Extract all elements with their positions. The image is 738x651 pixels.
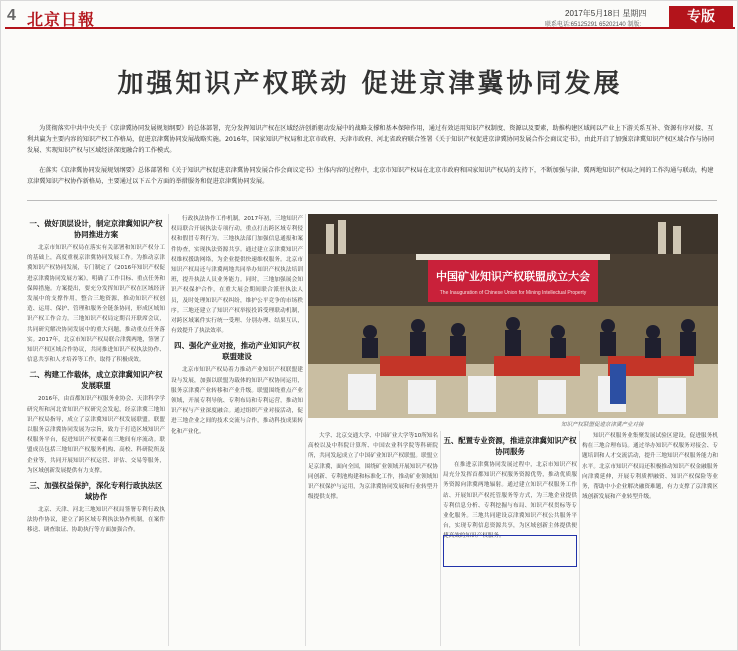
page-number: 4 (7, 7, 16, 24)
edition-badge (669, 6, 733, 28)
issue-date: 2017年5月18日 星期四 (565, 9, 647, 18)
edition-label: 专版 (687, 9, 715, 25)
contact-line: 联系电话:65125291 65202140 制版: (545, 22, 642, 28)
banner-subtitle: The Inauguration of Chinese Union for Mining Intellectual Property (439, 290, 587, 296)
conference-photo-illustration (308, 214, 718, 418)
photo-caption: 知识产权联盟促进京津冀产业对接 (561, 422, 644, 428)
column-divider (305, 214, 306, 646)
column-2 (171, 214, 303, 646)
section-5-body: 在推进京津冀协同发展过程中，北京市知识产权局充分发挥首都知识产权服务资源优势，推动优质服务资源向津冀两地辐射。通过建立知识产权服务工作站、开展知识产权托管服务等方式，为三地企业提供专利信息分析、专利挖掘与布局、知识产权贯标等专业化服务。三地共同建设京津冀知识产权公共服务平台，实现专利信息资源共享，为区域创新主体提供便捷高效的知识产权服务。 (443, 462, 577, 540)
section-4-title: 四、强化产业对接，推动产业知识产权联盟建设 (174, 341, 300, 362)
conference-photo (308, 214, 718, 418)
masthead (5, 5, 735, 29)
lead-paragraph-2: 在落实《京津冀协同发展规划纲要》总体部署和《关于知识产权促进京津冀协同发展合作会商议定书》主体内容的过程中，北京市知识产权局在北京市政府和国家知识产权局的支持下，不断加强与津、冀两地知识产权局之间的工作沟通与联动，构建京津冀知识产权协作新格局，主要通过以下五个方面的举措服务和促进京津冀协同发展。 (27, 167, 714, 185)
column-5 (582, 431, 718, 646)
column-divider (168, 214, 169, 646)
lead-paragraph-1: 为贯彻落实中共中央关于《京津冀协同发展规划纲要》的总体部署，充分发挥知识产权在区域经济创新驱动发展中的战略支撑和基本保障作用，通过有效运用知识产权制度、资源以及要素，助推构建区域间以产业上下游关系互补、资源有序对接、互利共赢为主要内容的知识产权工作格局，促进京津冀协同发展战略实施。2016年，国家知识产权局和北京市政府、天津市政府、河北省政府联合签署《关于知识产权促进京津冀协同发展合作会商议定书》，由此开启了加强京津冀知识产权区域合作与协同发展、实现知识产权与区域经济深度融合的工作模式。 (27, 125, 715, 154)
divider (27, 200, 717, 201)
page-headline: 加强知识产权联动 促进京津冀协同发展 (117, 69, 623, 99)
column-divider (440, 431, 441, 646)
column-2-body: 行政执法协作工作机制，2017年初，三地知识产权局联合开展执法专项行动，重点打击跨区域专利侵权和假冒专利行为。三地执法部门加强信息通报和案件协查，实现执法资源共享。通过建立京津冀知识产权维权援助网络，为企业提供快速维权服务。北京市知识产权局还与津冀两地共同举办知识产权执法培训班，提升执法人员业务能力。同时，三地加强展会知识产权保护合作，在重大展会期间联合派驻执法人员，及时处理知识产权纠纷，维护公平竞争的市场秩序。三地还建立了知识产权举报投诉受理联动机制，对跨区域案件实行统一受理、分别办理、结果互认，有效提升了执法效率。 (171, 216, 303, 335)
section-3-body: 北京、天津、河北三地知识产权局签署专利行政执法协作协议，建立了跨区域专利执法协作机制，在案件移送、调查取证、协助执行等方面加强合作。 (27, 507, 165, 534)
section-1-title: 一、做好顶层设计，制定京津冀知识产权协同推进方案 (29, 219, 163, 239)
section-5-title: 五、配置专业资源，推进京津冀知识产权协同服务 (443, 436, 577, 456)
newspaper-logo: 北京日報 (27, 10, 96, 29)
column-3 (308, 431, 438, 646)
column-5-body: 知识产权服务业集聚发展试验区建设，促进服务机构在三地合理布局。通过举办知识产权服务对接会、专题培训和人才交流活动，提升三地知识产权服务能力和水平。北京市知识产权局还积极推动知识产权金融服务向津冀延伸，开展专利质押融资、知识产权保险等业务，帮助中小企业解决融资难题，有力支撑了京津冀区域创新发展和产业转型升级。 (582, 433, 718, 501)
column-1 (27, 214, 165, 646)
section-3-title: 三、加强权益保护，深化专利行政执法区域协作 (29, 481, 163, 502)
column-3-body: 大学、北京交通大学、中国矿业大学等10所知名高校以及中科院计算所、中国农业科学院等科研院所，共同发起成立了中国矿业知识产权联盟。联盟立足京津冀，面向全国，围绕矿业领域开展知识产权协同创新、专利池构建和标准化工作，推动矿业领域知识产权保护与运用，为京津冀协同发展和行业转型升级提供支撑。 (308, 433, 438, 501)
section-1-body: 北京市知识产权局在落实有关部署和知识产权分工的基础上，高度重视京津冀协同发展工作。为推动京津冀知识产权协同发展，专门制定了《2016年知识产权促进京津冀协同发展方案》，明确了工作目标、重点任务和保障措施。方案提出，要充分发挥知识产权在区域经济发展中的支撑作用，整合三地资源，推动知识产权创造、运用、保护、管理和服务全链条协同，形成区域知识产权工作合力。三地知识产权局定期召开联席会议，共同研究解决协同发展中的重大问题，推动重点任务落实。2017年，北京市知识产权局联合津冀两地，签署了知识产权区域合作协议，共同推进知识产权执法协作、信息共享和人才培养等工作，取得了积极成效。 (27, 245, 165, 364)
highlight-box (443, 535, 577, 567)
column-divider (579, 431, 580, 646)
section-4-body: 北京市知识产权局着力推动产业知识产权联盟建设与发展，加强以联盟为载体的知识产权协同运用，服务京津冀产业转移和产业升级。联盟围绕重点产业领域，开展专利导航、专利布局和专利运营，推动知识产权与产业深度融合。通过组织产业对接活动，促进三地企业之间的技术交流与合作，推动科技成果转化和产业化。 (171, 367, 303, 435)
banner-title: 中国矿业知识产权联盟成立大会 (436, 270, 590, 283)
section-2-body: 2016年，由首都知识产权服务业协会、天津科学学研究所和河北省知识产权研究会发起，经京津冀三地知识产权局指导，成立了京津冀知识产权发展联盟。联盟以服务京津冀协同发展为宗旨，致力于打造区域知识产权服务平台，促进知识产权要素在三地间有序流动。联盟成员包括三地知识产权服务机构、高校、科研院所及企业等，共同开展知识产权运营、评估、交易等服务，为区域创新发展提供有力支撑。 (27, 396, 165, 474)
section-2-title: 二、构建工作载体，成立京津冀知识产权发展联盟 (29, 370, 163, 391)
